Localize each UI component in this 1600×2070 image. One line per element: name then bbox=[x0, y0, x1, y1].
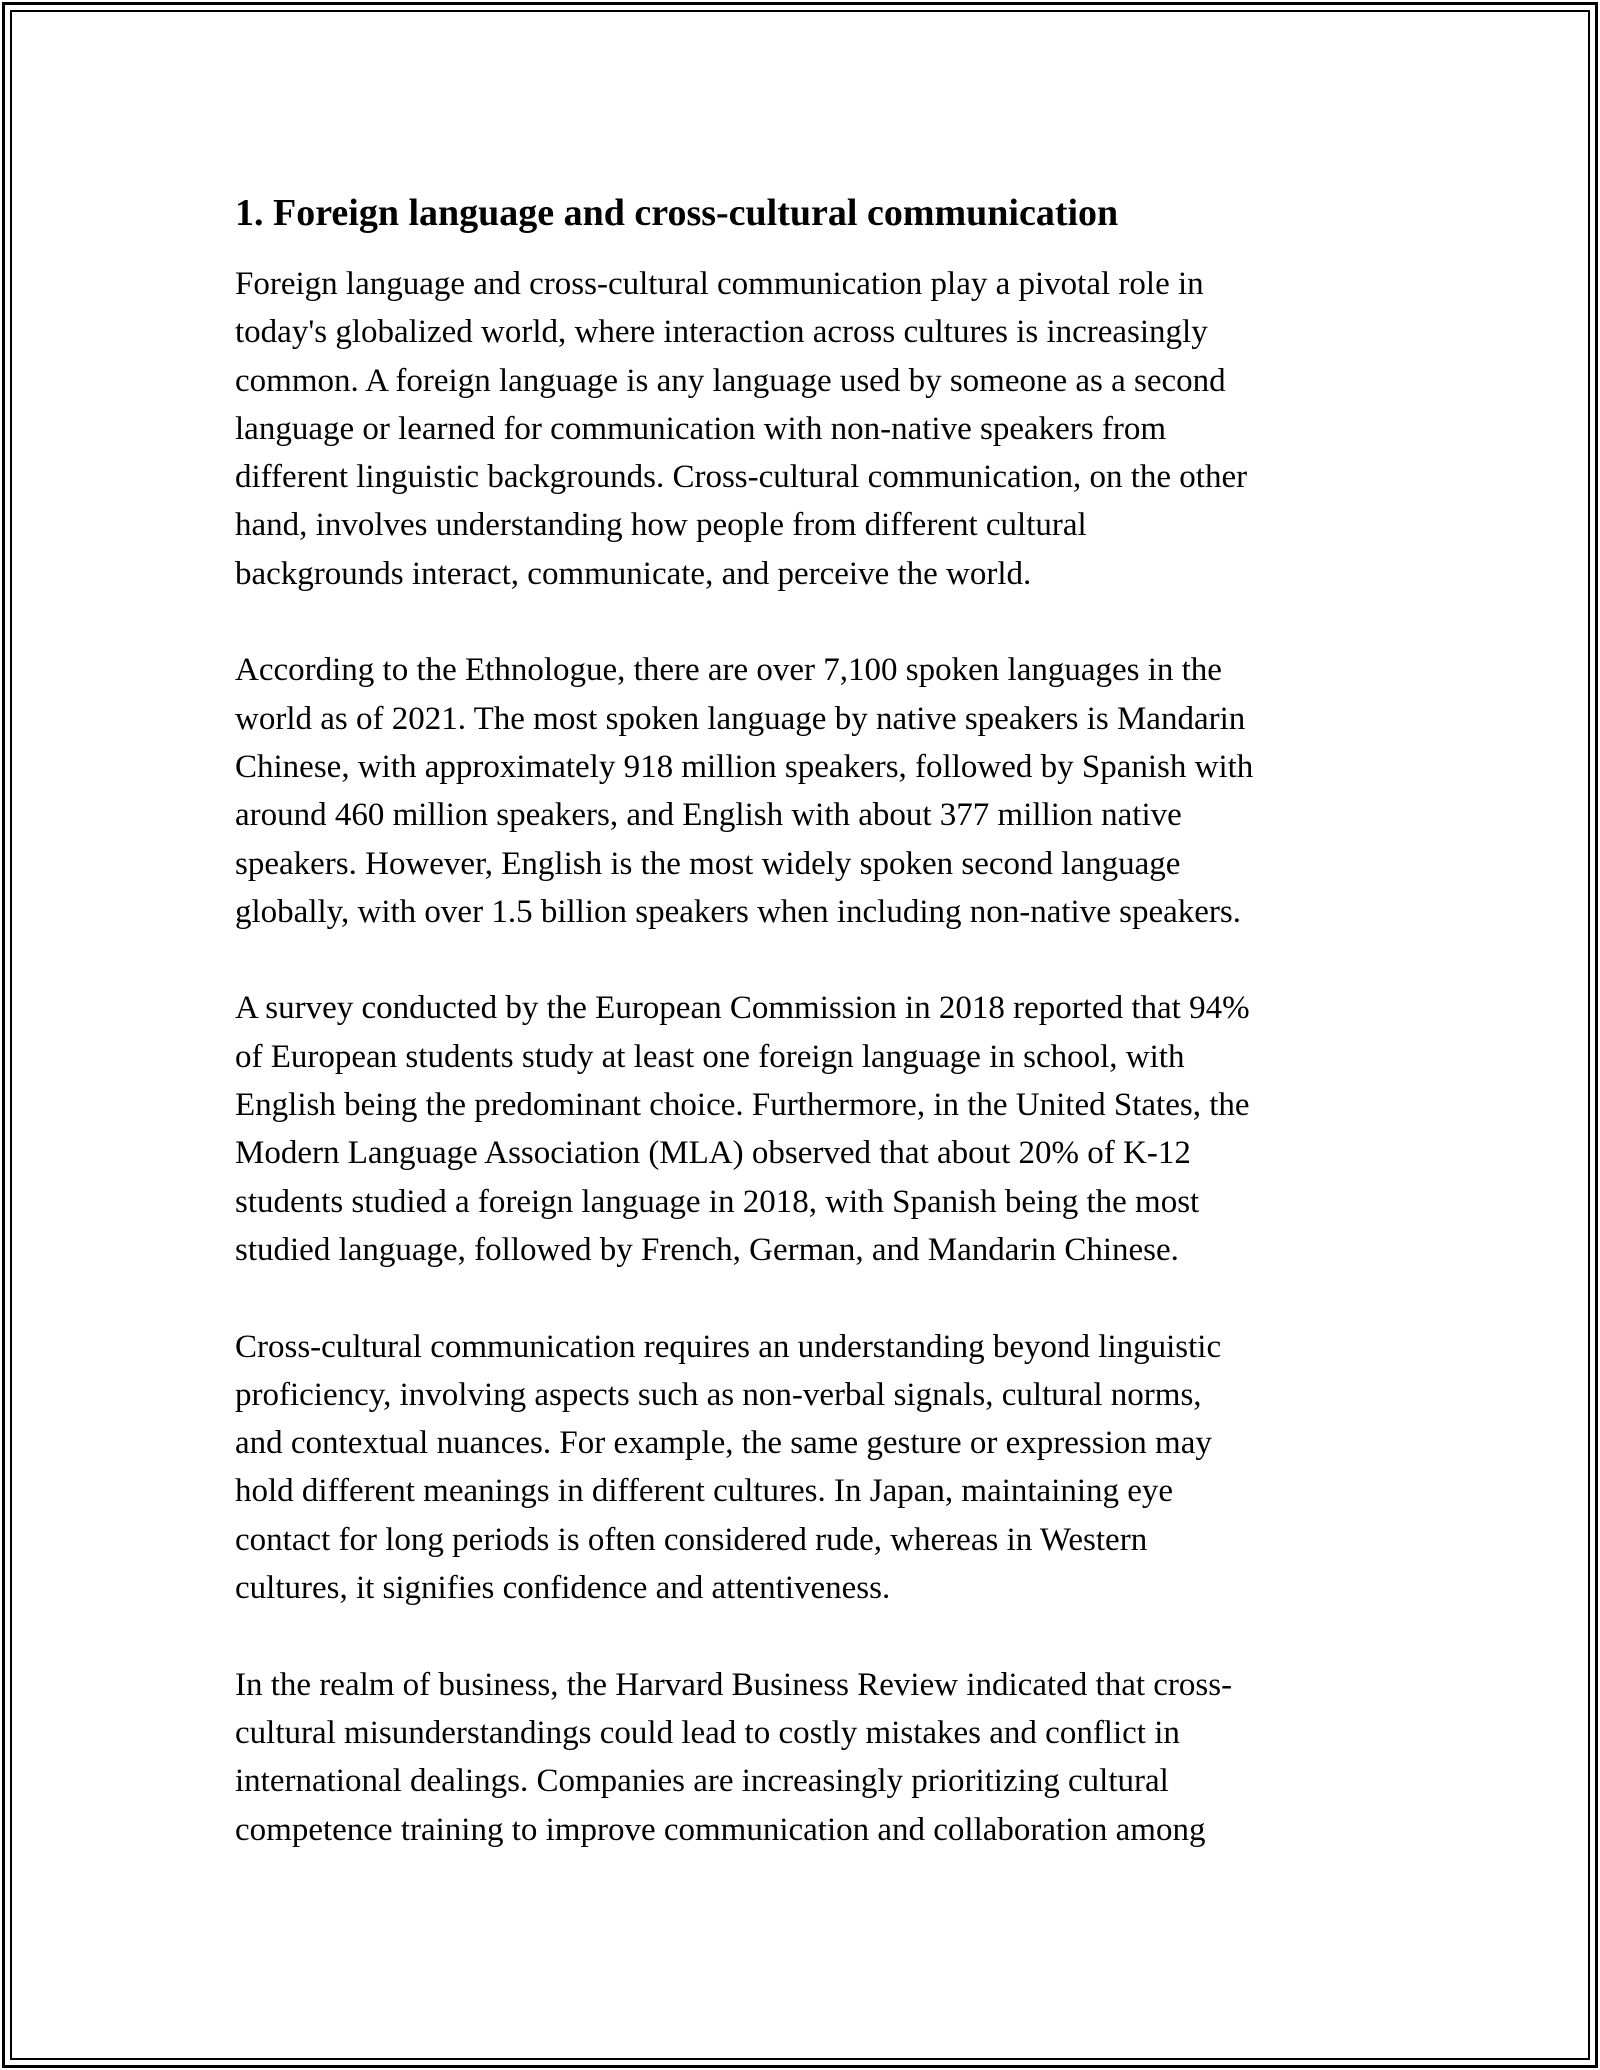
paragraph-cultural-nuances: Cross-cultural communication requires an understanding beyond linguistic proficiency, involving aspects such as non-verbal signals, cultural norms, and contextual nuances. For example, the same gesture or expression may hold different meanings in different cultures. In Japan, maintaining eye contact for long periods is often considered rude, whereas in Western cultures, it signifies confidence and attentiveness. bbox=[235, 1328, 1222, 1607]
paragraph-education-survey: A survey conducted by the European Commission in 2018 reported that 94% of European students study at least one foreign language in school, with English being the predominant choice. Furthermore, in the United States, the Modern Language Association (MLA) observed that about 20% of K-12 students studied a foreign language in 2018, with Spanish being the most studied language, followed by French, German, and Mandarin Chinese. bbox=[235, 990, 1250, 1268]
paragraph-business: In the realm of business, the Harvard Business Review indicated that cross- cultural misunderstandings could lead to costly mistakes and conflict in international dealings. Companies are increasingly prioritizing cultural competence training to improve communication and collaboration among bbox=[235, 1666, 1233, 1848]
paragraph-intro: Foreign language and cross-cultural communication play a pivotal role in today's globalized world, where interaction across cultures is increasingly common. A foreign language is any language used by someone as a second language or learned for communication with non-native speakers from different linguistic backgrounds. Cross-cultural communication, on the other hand, involves understanding how people from different cultural backgrounds interact, communicate, and perceive the world. bbox=[235, 266, 1248, 592]
paragraph-language-statistics: According to the Ethnologue, there are over 7,100 spoken languages in the world as of 2021. The most spoken language by native speakers is Mandarin Chinese, with approximately 918 million speakers, followed by Spanish with around 460 million speakers, and English with about 377 million native speakers. However, English is the most widely spoken second language globally, with over 1.5 billion speakers when including non-native speakers. bbox=[235, 652, 1254, 930]
document-body bbox=[235, 186, 1375, 1854]
section-heading: 1. Foreign language and cross-cultural communication bbox=[235, 192, 1119, 234]
